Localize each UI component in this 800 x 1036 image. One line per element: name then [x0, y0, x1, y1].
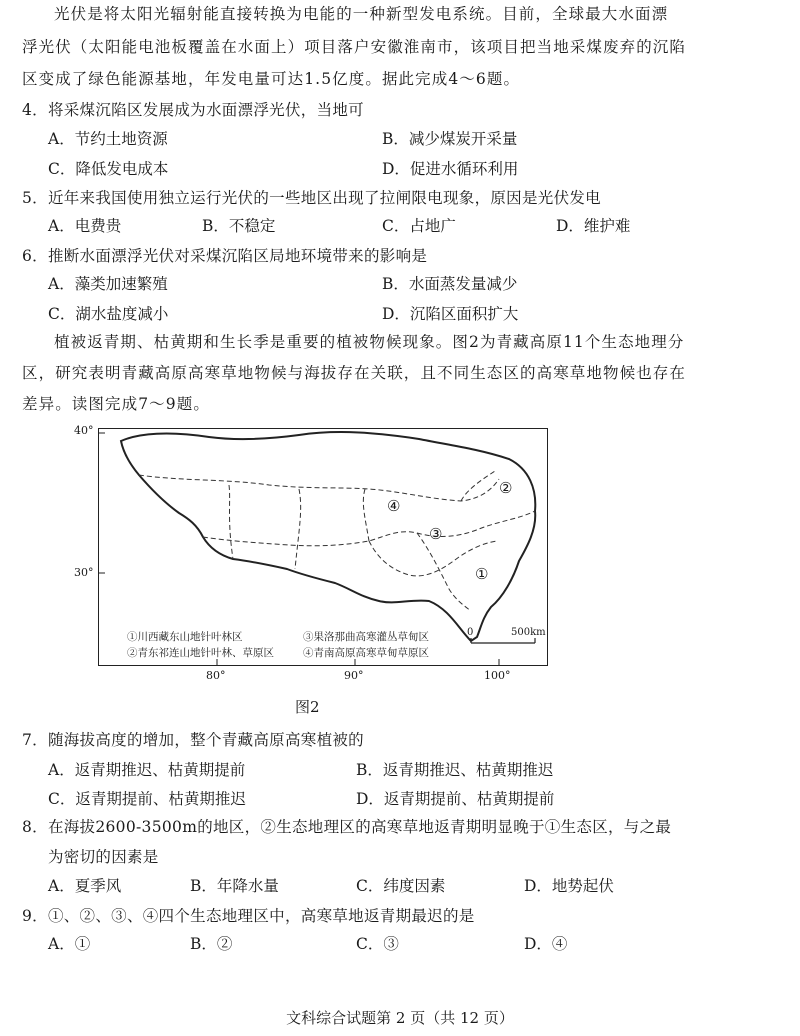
lon-label-100: 100° [484, 669, 511, 682]
q9-option-a[interactable]: A．① [48, 935, 91, 953]
region-boundary-west [229, 485, 233, 559]
q5-option-a[interactable]: A．电费贵 [48, 217, 122, 235]
map-frame [98, 428, 548, 666]
q6-option-d[interactable]: D．沉陷区面积扩大 [382, 305, 519, 323]
region-number-1: ① [475, 565, 489, 583]
q4-option-c[interactable]: C．降低发电成本 [48, 160, 169, 178]
region-number-4: ④ [387, 497, 401, 515]
legend-item-4: ④青南高原高寒草甸草原区 [303, 647, 429, 659]
figure-caption: 图2 [295, 698, 320, 716]
q8-stem-line-2: 为密切的因素是 [48, 848, 159, 866]
q6-option-b[interactable]: B．水面蒸发量减少 [382, 275, 518, 293]
intro2-line-1: 植被返青期、枯黄期和生长季是重要的植被物候现象。图2为青藏高原11个生态地理分 [54, 333, 685, 351]
region-boundary-4 [363, 489, 369, 541]
q5-option-d[interactable]: D．维护难 [556, 217, 631, 235]
q6-stem: 6．推断水面漂浮光伏对采煤沉陷区局地环境带来的影响是 [22, 247, 428, 265]
q9-option-b[interactable]: B．② [190, 935, 233, 953]
q6-option-a[interactable]: A．藻类加速繁殖 [48, 275, 168, 293]
lat-label-30: 30° [74, 566, 94, 579]
q9-option-d[interactable]: D．④ [524, 935, 568, 953]
q6-option-c[interactable]: C．湖水盐度减小 [48, 305, 169, 323]
q7-option-a[interactable]: A．返青期推迟、枯黄期提前 [48, 761, 246, 779]
figure-2-map [74, 424, 548, 682]
q4-stem: 4．将采煤沉陷区发展成为水面漂浮光伏，当地可 [22, 101, 364, 119]
map-legend [127, 629, 429, 661]
legend-item-2: ②青东祁连山地针叶林、草原区 [127, 647, 274, 659]
region-number-2: ② [499, 479, 513, 497]
intro2-line-3: 差异。读图完成7～9题。 [22, 395, 210, 413]
intro1-line-1: 光伏是将太阳光辐射能直接转换为电能的一种新型发电系统。目前，全球最大水面漂 [54, 5, 669, 23]
q8-option-b[interactable]: B．年降水量 [190, 877, 279, 895]
q9-stem: 9．①、②、③、④四个生态地理区中，高寒草地返青期最迟的是 [22, 907, 475, 925]
lat-label-40: 40° [74, 424, 94, 437]
region-boundary-center [295, 489, 301, 569]
q4-option-b[interactable]: B．减少煤炭开采量 [382, 130, 518, 148]
q5-option-c[interactable]: C．占地广 [382, 217, 456, 235]
q4-option-a[interactable]: A．节约土地资源 [48, 130, 168, 148]
lon-label-80: 80° [206, 669, 226, 682]
q5-stem: 5．近年来我国使用独立运行光伏的一些地区出现了拉闸限电现象，原因是光伏发电 [22, 189, 601, 207]
region-number-3: ③ [429, 525, 443, 543]
page-footer: 文科综合试题第 2 页（共 12 页） [286, 1009, 514, 1027]
q4-option-d[interactable]: D．促进水循环利用 [382, 160, 519, 178]
q8-stem-line-1: 8．在海拔2600-3500m的地区，②生态地理区的高寒草地返青期明显晚于①生态区，与之最 [22, 818, 672, 836]
q7-option-c[interactable]: C．返青期提前、枯黄期推迟 [48, 790, 246, 808]
intro1-line-3: 区变成了绿色能源基地，年发电量可达1.5亿度。据此完成4～6题。 [22, 70, 521, 88]
legend-item-3: ③果洛那曲高寒灌丛草甸区 [303, 631, 429, 643]
q7-option-d[interactable]: D．返青期提前、枯黄期提前 [356, 790, 555, 808]
q7-option-b[interactable]: B．返青期推迟、枯黄期推迟 [356, 761, 554, 779]
intro1-line-2: 浮光伏（太阳能电池板覆盖在水面上）项目落户安徽淮南市，该项目把当地采煤废弃的沉陷 [22, 38, 687, 56]
q8-option-a[interactable]: A．夏季风 [48, 877, 122, 895]
region-boundary-1 [417, 533, 471, 611]
q7-stem: 7．随海拔高度的增加，整个青藏高原高寒植被的 [22, 731, 364, 749]
lon-label-90: 90° [344, 669, 364, 682]
legend-item-1: ①川西藏东山地针叶林区 [127, 631, 243, 643]
q8-option-c[interactable]: C．纬度因素 [356, 877, 446, 895]
plateau-outline [121, 432, 535, 641]
scale-label: 500km [511, 627, 546, 638]
q5-option-b[interactable]: B．不稳定 [202, 217, 276, 235]
scale-zero: 0 [467, 627, 474, 638]
intro2-line-2: 区，研究表明青藏高原高寒草地物候与海拔存在关联，且不同生态区的高寒草地物候也存在 [22, 364, 687, 382]
q8-option-d[interactable]: D．地势起伏 [524, 877, 614, 895]
q9-option-c[interactable]: C．③ [356, 935, 399, 953]
region-boundary-north [139, 475, 499, 501]
